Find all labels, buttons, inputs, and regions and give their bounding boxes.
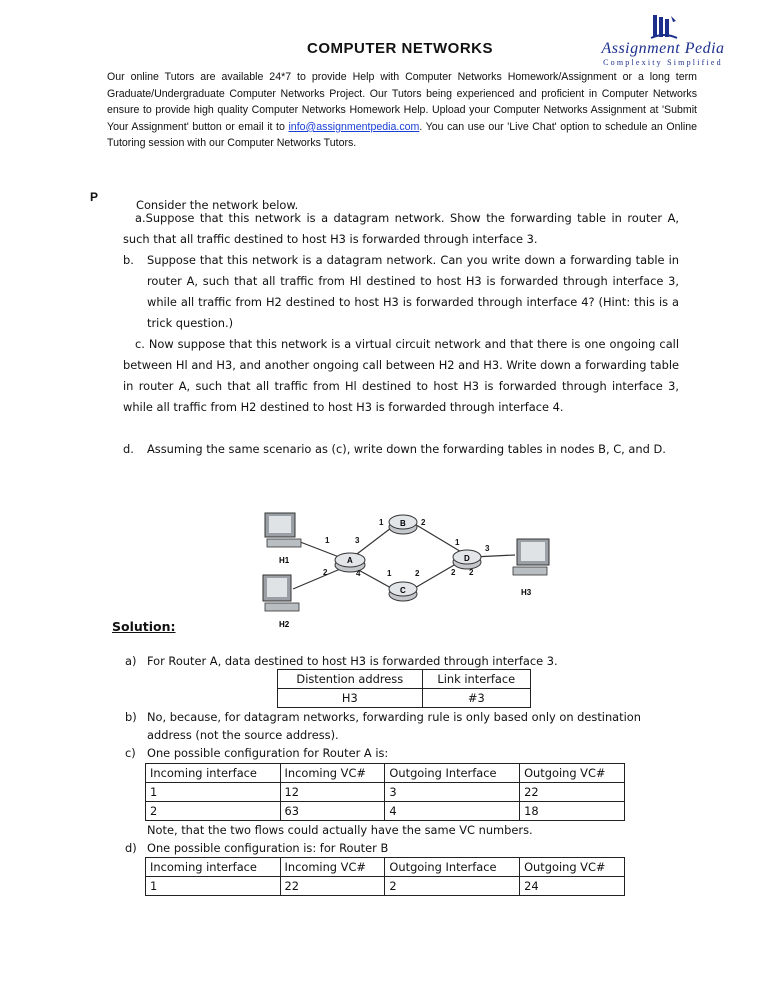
port-label: 2 (469, 568, 474, 577)
table-header-cell: Incoming VC# (280, 858, 385, 877)
question-a (123, 208, 679, 250)
table-cell: H3 (278, 689, 423, 708)
solution-c (125, 744, 685, 762)
router-label-d: D (464, 554, 470, 563)
question-d (123, 439, 679, 460)
table-cell: 24 (520, 877, 625, 896)
port-label: 2 (421, 518, 426, 527)
question-text: Suppose that this network is a datagram network. Can you write down a forwarding table in router A, such that all traffic from Hl destined to host H3 is forwarded through interface 3, while all traffic from H2 destined to host H3 is forwarded through interface 4? (Hint: this is a trick question.) (147, 253, 679, 330)
solution-b (125, 708, 685, 744)
table-router-a-vc (145, 763, 625, 821)
port-label: 2 (451, 568, 456, 577)
solution-text: One possible configuration for Router A is: (147, 746, 389, 760)
table-cell: 22 (280, 877, 385, 896)
solution-heading: Solution: (112, 619, 176, 634)
table-cell: 3 (385, 783, 520, 802)
solution-c-note: Note, that the two flows could actually have the same VC numbers. (147, 823, 533, 837)
table-header-cell: Outgoing VC# (520, 764, 625, 783)
question-b (123, 250, 679, 334)
host-label-h1: H1 (279, 556, 290, 565)
solution-text: No, because, for datagram networks, forwarding rule is only based only on destination address (not the source address). (147, 710, 641, 742)
table-row (278, 689, 531, 708)
question-label: d. (123, 442, 134, 456)
network-diagram (255, 505, 555, 635)
port-label: 1 (387, 569, 392, 578)
table-header-cell: Outgoing Interface (385, 858, 520, 877)
table-cell: 4 (385, 802, 520, 821)
host-h2-icon (263, 575, 299, 611)
solution-label: a) (125, 654, 137, 668)
table-header-cell: Incoming interface (146, 764, 281, 783)
port-label: 4 (356, 569, 361, 578)
table-header-cell: Link interface (422, 670, 530, 689)
port-label: 1 (379, 518, 384, 527)
table-cell: 22 (520, 783, 625, 802)
question-text: Assuming the same scenario as (c), write down the forwarding tables in nodes B, C, and D. (147, 442, 666, 456)
table-cell: 18 (520, 802, 625, 821)
page-title: COMPUTER NETWORKS (307, 40, 493, 57)
intro-text-start: Our online Tutors are available 24*7 to provide Help with Computer Networks Homework/Assignment or a long term Graduate/Undergraduate Computer Networks Project. Our Tutors being experienced and proficient in Computer Networks ensure to provide high quality Computer Networks Homework Help. Upload your Computer Networks Assignment at 'Submit Your Assignment' button or email it to (107, 71, 697, 133)
table-cell: 1 (146, 877, 281, 896)
solution-label: b) (125, 710, 137, 724)
port-label: 1 (455, 538, 460, 547)
table-cell: 63 (280, 802, 385, 821)
table-header-cell: Distention address (278, 670, 423, 689)
table-cell: 2 (146, 802, 281, 821)
table-router-a-datagram (277, 669, 531, 708)
port-label: 3 (355, 536, 360, 545)
solution-label: d) (125, 841, 137, 855)
intro-paragraph (107, 69, 697, 152)
host-label-h3: H3 (521, 588, 532, 597)
table-cell: 1 (146, 783, 281, 802)
table-row (146, 877, 625, 896)
assignmentpedia-logo (583, 12, 743, 70)
question-inline-label: c. (135, 337, 145, 351)
logo-name: Assignment Pedia (601, 40, 725, 57)
table-header-cell: Incoming interface (146, 858, 281, 877)
intro-text-end: . You can use our 'Live Chat' option to schedule an Online Tutoring session with our Computer Networks Tutors. (107, 120, 697, 150)
table-router-b-vc (145, 857, 625, 896)
port-label: 2 (415, 569, 420, 578)
table-header-row (278, 670, 531, 689)
table-header-row (146, 764, 625, 783)
question-c (123, 334, 679, 418)
solution-text: One possible configuration is: for Router B (147, 841, 389, 855)
table-cell: 12 (280, 783, 385, 802)
table-header-cell: Incoming VC# (280, 764, 385, 783)
question-body: Suppose that this network is a datagram network. Show the forwarding table in router A, such that all traffic destined to host H3 is forwarded through interface 3. (123, 211, 679, 246)
table-row (146, 783, 625, 802)
router-label-c: C (400, 586, 406, 595)
table-row (146, 802, 625, 821)
question-text (123, 208, 679, 250)
table-cell: #3 (422, 689, 530, 708)
solution-text: For Router A, data destined to host H3 is forwarded through interface 3. (147, 654, 558, 668)
host-label-h2: H2 (279, 620, 290, 629)
port-label: 1 (325, 536, 330, 545)
email-link[interactable]: info@assignmentpedia.com (288, 120, 420, 133)
table-header-cell: Outgoing VC# (520, 858, 625, 877)
problem-marker: P (90, 190, 99, 204)
router-label-b: B (400, 519, 406, 528)
port-label: 3 (485, 544, 490, 553)
question-inline-label: a. (135, 211, 146, 225)
router-label-a: A (347, 556, 353, 565)
logo-book-icon (649, 12, 679, 42)
question-text (123, 334, 679, 418)
logo-tagline: Complexity Simplified (603, 58, 723, 67)
solution-d (125, 839, 685, 857)
table-header-row (146, 858, 625, 877)
problem-intro: Consider the network below. (136, 198, 299, 212)
table-header-cell: Outgoing Interface (385, 764, 520, 783)
solution-label: c) (125, 746, 136, 760)
link-h2-a (293, 567, 345, 589)
host-h3-icon (513, 539, 549, 575)
question-body: Now suppose that this network is a virtual circuit network and that there is one ongoing call between Hl and H3, and another ongoing call between H2 and H3. Write down a forwarding table in router A, such that all traffic from Hl destined to host H3 is forwarded through interface 3, while all traffic from H2 destined to host H3 is forwarded through interface 4. (123, 337, 680, 414)
solution-a (125, 652, 685, 670)
host-h1-icon (265, 513, 301, 547)
port-label: 2 (323, 568, 328, 577)
table-cell: 2 (385, 877, 520, 896)
question-label: b. (123, 253, 134, 267)
